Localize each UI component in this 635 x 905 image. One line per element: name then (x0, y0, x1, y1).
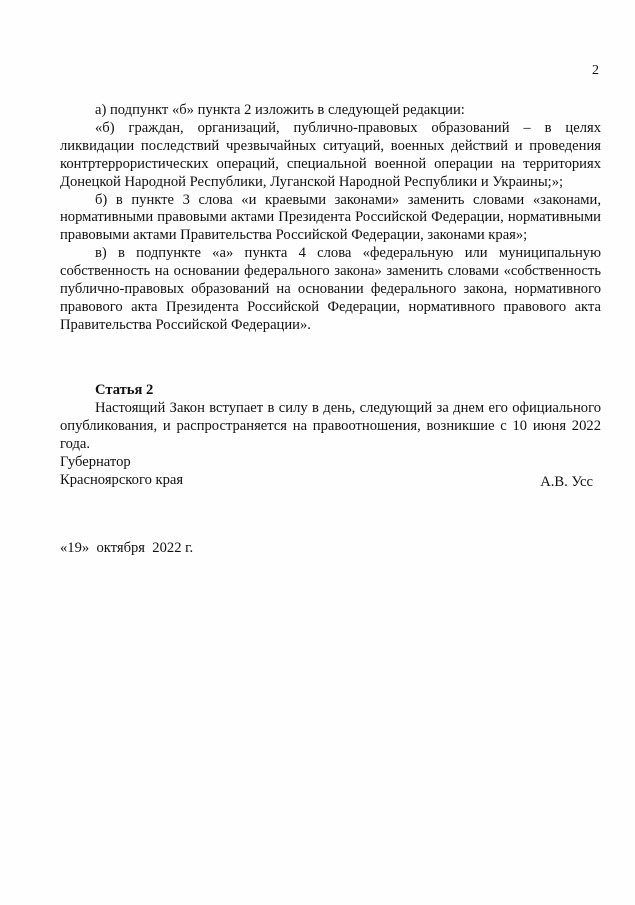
paragraph-b-subpoint: «б) граждан, организаций, публично-правовых образований – в целях ликвидации последствий чрезвычайных ситуаций, военных действий и проведения контртеррористических операций, специальной военной операции на территориях Донецкой Народной Республики, Луганской Народной Республики и Украины;»; (60, 119, 601, 190)
signature-title-line1: Губернатор (60, 454, 131, 470)
article-text: Настоящий Закон вступает в силу в день, следующий за днем его официального опубликования, и распространяется на правоотношения, возникшие с 10 июня 2022 года. (60, 399, 601, 452)
signature-title-line2: Красноярского края (60, 472, 184, 488)
spacer (60, 335, 601, 367)
paragraph-v: в) в подпункте «а» пункта 4 слова «федеральную или муниципальную собственность на основании федерального закона» заменить словами «собственность публично-правовых образований на основании федерального закона, нормативного правового акта Президента Российской Федерации, нормативного правового акта Правительства Российской Федерации». (60, 245, 601, 333)
document-date: «19» октября 2022 г. (60, 540, 194, 556)
page-number: 2 (592, 63, 599, 78)
paragraph-b: б) в пункте 3 слова «и краевыми законами» заменить словами «законами, нормативными правовыми актами Президента Российской Федерации, нормативными правовыми актами Правительства Российской Федерации, законами края»; (60, 191, 601, 244)
paragraph-a: а) подпункт «б» пункта 2 изложить в следующей редакции: (95, 102, 465, 118)
article-heading: Статья 2 (95, 381, 154, 398)
signatory-name: А.В. Усс (540, 474, 593, 490)
document-body (60, 102, 601, 453)
signature-title (60, 453, 183, 489)
